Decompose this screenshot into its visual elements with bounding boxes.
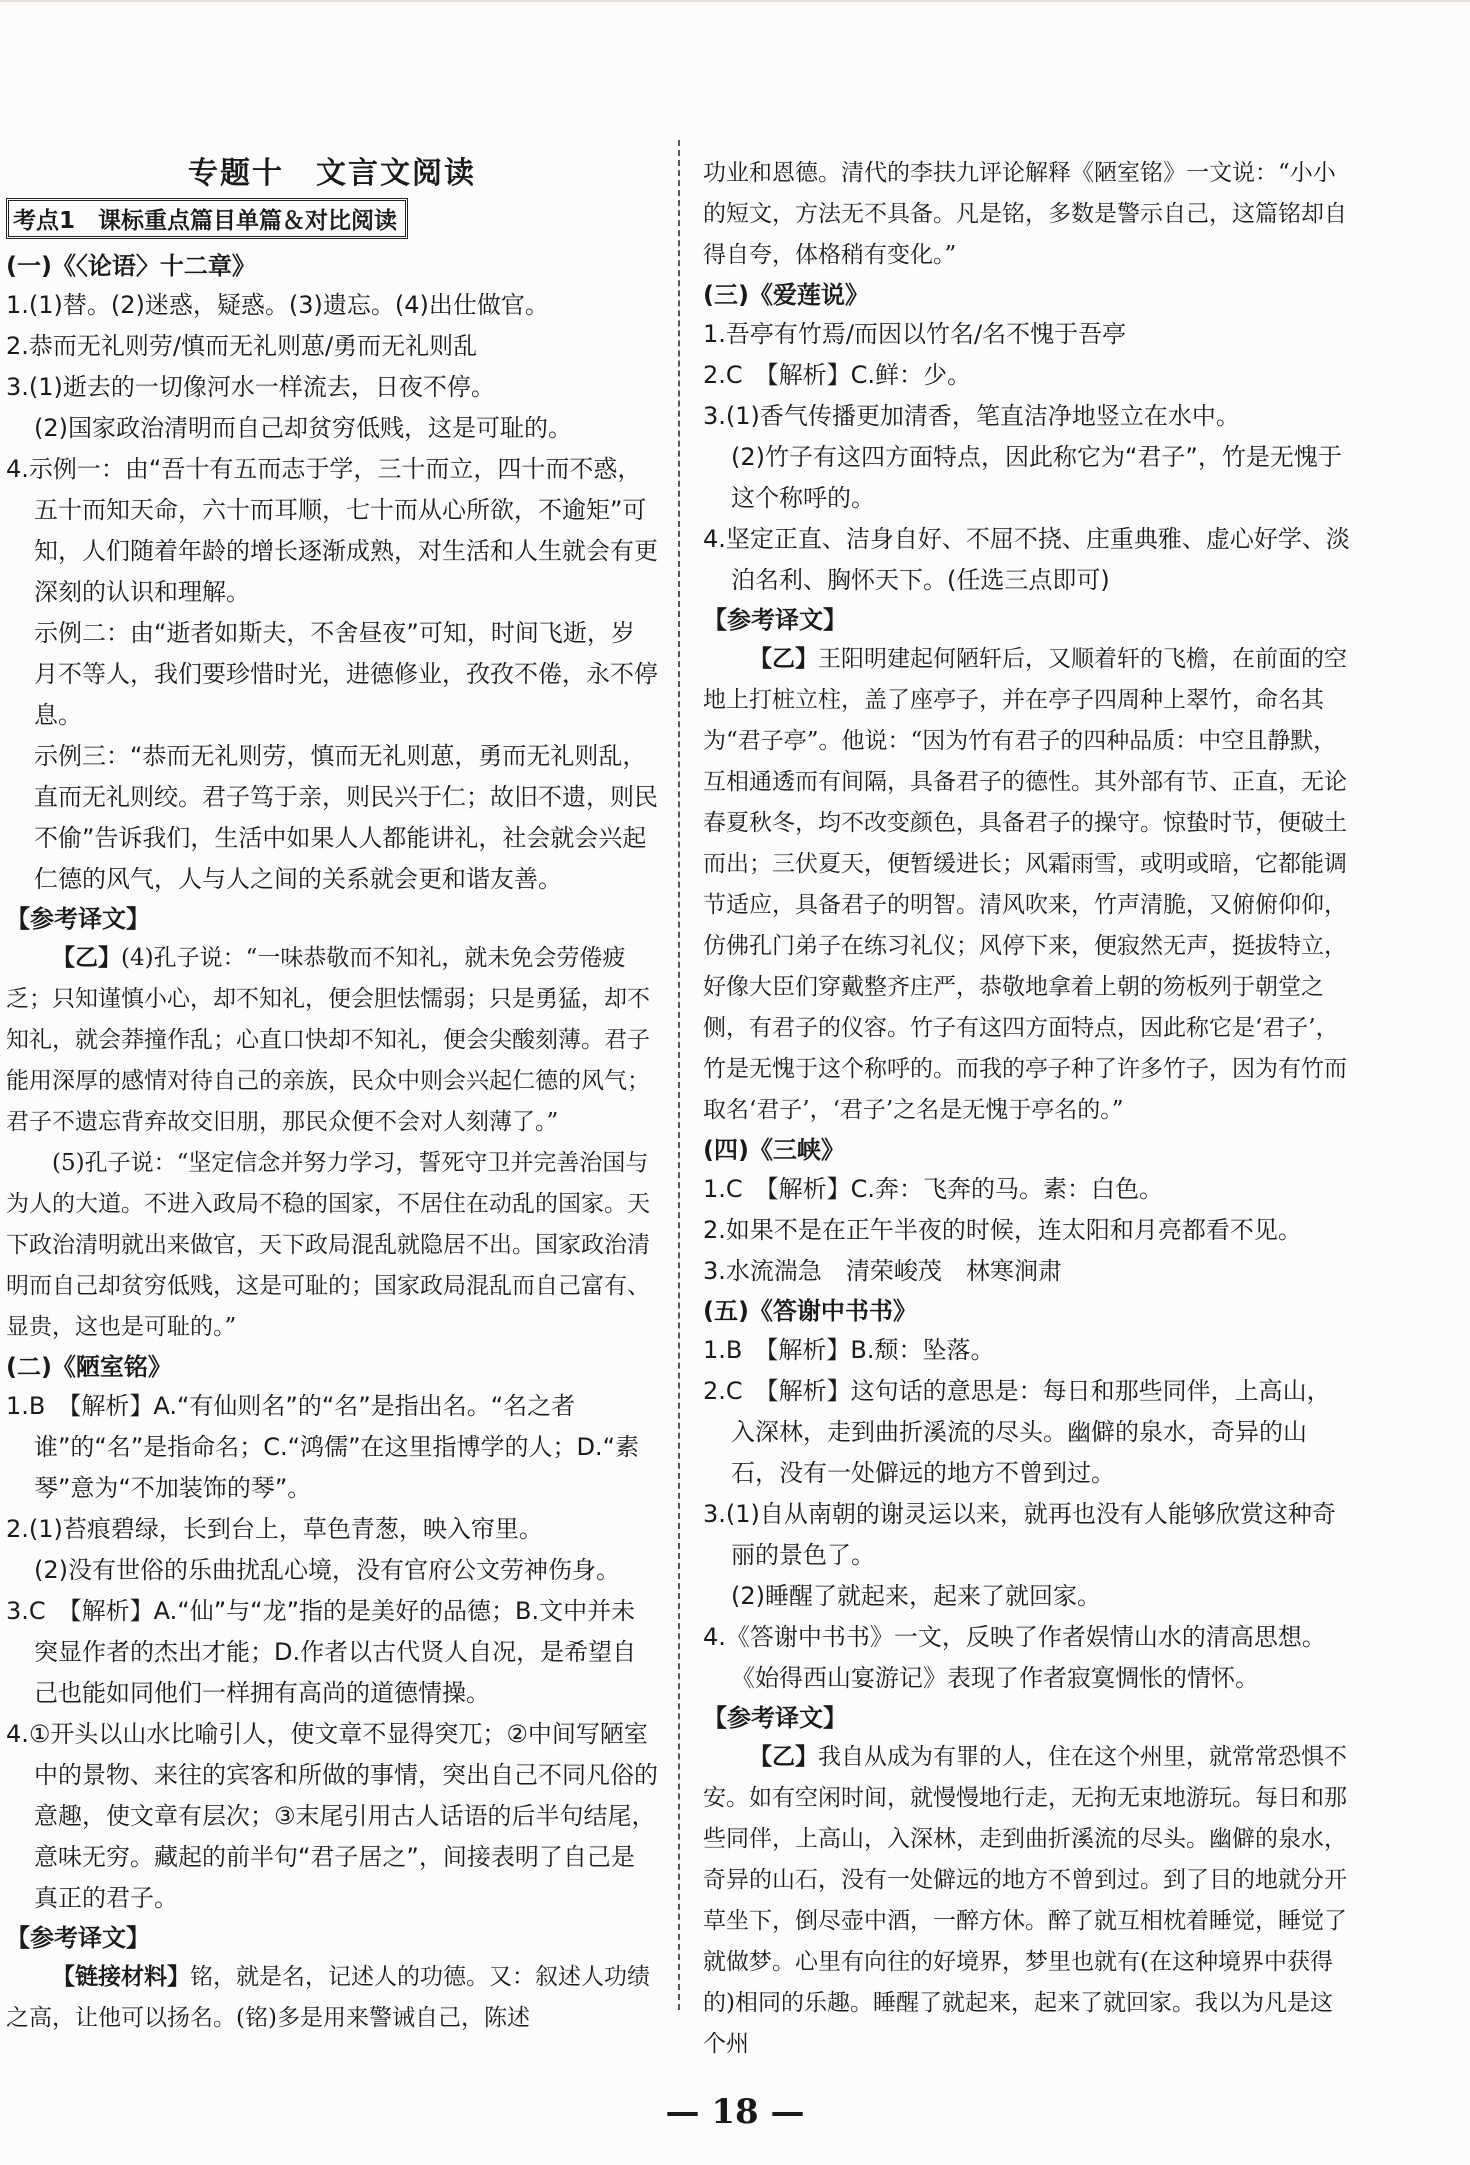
section-heading: (二)《陋室铭》: [6, 1353, 172, 1381]
answer-subitem: (2)睡醒了就起来，起来了就回家。: [731, 1582, 1101, 1610]
scan-edge: [0, 0, 1470, 2]
answer-subitem: (2)竹子有这四方面特点，因此称它为“君子”，竹是无愧于这个称呼的。: [731, 443, 1342, 512]
answer-item: 1.B 【解析】A.“有仙则名”的“名”是指出名。“名之者谁”的“名”是指命名；C.“鸿儒”在这里指博学的人；D.“素琴”意为“不加装饰的琴”。: [6, 1392, 640, 1502]
translation-label: 【乙】: [749, 1744, 818, 1770]
translation-paragraph: [703, 639, 1353, 1131]
translation-label: 【链接材料】: [52, 1964, 190, 1990]
answer-item: 4.《答谢中书书》一文，反映了作者娱情山水的清高思想。《始得西山宴游记》表现了作者寂寞惆怅的情怀。: [703, 1623, 1326, 1692]
answer-subitem: (2)没有世俗的乐曲扰乱心境，没有官府公文劳神伤身。: [34, 1556, 620, 1584]
translation-paragraph: [6, 938, 658, 1143]
translation-paragraph: [6, 1143, 658, 1348]
right-content: [703, 153, 1353, 2065]
answer-item: 2.恭而无礼则劳/慎而无礼则葸/勇而无礼则乱: [6, 332, 478, 360]
translation-paragraph: 功业和恩德。清代的李扶九评论解释《陋室铭》一文说：“小小的短文，方法无不具备。凡是铭，多数是警示自己，这篇铭却自得自夸，体格稍有变化。”: [703, 160, 1347, 268]
answer-item: 4.①开头以山水比喻引人，使文章不显得突兀；②中间写陋室中的景物、来往的宾客和所做的事情，突出自己不同凡俗的意趣，使文章有层次；③末尾引用古人话语的后半句结尾，意味无穷。藏起的前半句“君子居之”，间接表明了自己是真正的君子。: [6, 1720, 658, 1912]
answer-item: 4.坚定正直、洁身自好、不屈不挠、庄重典雅、虚心好学、淡泊名利、胸怀天下。(任选三点即可): [703, 525, 1350, 594]
translation-label: 【乙】: [52, 945, 121, 971]
translation-text: 我自从成为有罪的人，住在这个州里，就常常恐惧不安。如有空闲时间，就慢慢地行走，无拘无束地游玩。每日和那些同伴，上高山，入深林，走到曲折溪流的尽头。幽僻的泉水，奇异的山石，没有一处僻远的地方不曾到过。到了目的地就分开草坐下，倒尽壶中酒，一醉方休。醉了就互相枕着睡觉，睡觉了就做梦。心里有向往的好境界，梦里也就有(在这种境界中获得的)相同的乐趣。睡醒了就起来，起来了就回家。我以为凡是这个州: [703, 1744, 1347, 2057]
answer-item: 3.(1)香气传播更加清香，笔直洁净地竖立在水中。: [703, 402, 1240, 430]
left-column: [6, 148, 658, 2039]
answer-subitem: 示例三：“恭而无礼则劳，慎而无礼则葸，勇而无礼则乱，直而无礼则绞。君子笃于亲，则民兴于仁；故旧不遗，则民不偷”告诉我们，生活中如果人人都能讲礼，社会就会兴起仁德的风气，人与人之间的关系就会更和谐友善。: [34, 742, 658, 893]
translation-text: (4)孔子说：“一味恭敬而不知礼，就未免会劳倦疲乏；只知谨慎小心，却不知礼，便会胆怯懦弱；只是勇猛，却不知礼，就会莽撞作乱；心直口快却不知礼，便会尖酸刻薄。君子能用深厚的感情对待自己的亲族，民众中则会兴起仁德的风气；君子不遗忘背弃故交旧朋，那民众便不会对人刻薄了。”: [6, 945, 650, 1135]
answer-item: 2.(1)苔痕碧绿，长到台上，草色青葱，映入帘里。: [6, 1515, 543, 1543]
topic-header: 考点1 课标重点篇目单篇＆对比阅读: [6, 198, 408, 239]
answer-item: 2.C 【解析】这句话的意思是：每日和那些同伴，上高山，入深林，走到曲折溪流的尽头。幽僻的泉水，奇异的山石，没有一处僻远的地方不曾到过。: [703, 1377, 1331, 1487]
translation-text: 王阳明建起何陋轩后，又顺着轩的飞檐，在前面的空地上打桩立柱，盖了座亭子，并在亭子四周种上翠竹，命名其为“君子亭”。他说：“因为竹有君子的四种品质：中空且静默，互相通透而有间隔，具备君子的德性。其外部有节、正直，无论春夏秋冬，均不改变颜色，具备君子的操守。惊蛰时节，便破土而出；三伏夏天，便暂缓进长；风霜雨雪，或明或暗，它都能调节适应，具备君子的明智。清风吹来，竹声清脆，又俯俯仰仰，仿佛孔门弟子在练习礼仪；风停下来，便寂然无声，挺拔特立，好像大臣们穿戴整齐庄严，恭敬地拿着上朝的笏板列于朝堂之侧，有君子的仪容。竹子有这四方面特点，因此称它是‘君子’，竹是无愧于这个称呼的。而我的亭子种了许多竹子，因为有竹而取名‘君子’，‘君子’之名是无愧于亭名的。”: [703, 646, 1347, 1123]
reference-translation-heading: 【参考译文】: [703, 606, 847, 634]
left-content: [6, 247, 658, 2039]
answer-item: 3.(1)逝去的一切像河水一样流去，日夜不停。: [6, 373, 495, 401]
translation-paragraph: [703, 1737, 1353, 2065]
column-divider: [678, 140, 680, 2010]
translation-text: 铭，就是名，记述人的功德。又：叙述人功绩之高，让他可以扬名。(铭)多是用来警诫自己，陈述: [6, 1964, 650, 2031]
section-heading: (五)《答谢中书书》: [703, 1297, 917, 1325]
answer-item: 4.示例一：由“吾十有五而志于学，三十而立，四十而不惑，五十而知天命，六十而耳顺，七十而从心所欲，不逾矩”可知，人们随着年龄的增长逐渐成熟，对生活和人生就会有更深刻的认识和理解。: [6, 455, 658, 606]
answer-item: 1.C 【解析】C.奔：飞奔的马。素：白色。: [703, 1175, 1164, 1203]
answer-item: 2.C 【解析】C.鲜：少。: [703, 361, 972, 389]
reference-translation-heading: 【参考译文】: [6, 905, 150, 933]
right-column: [703, 153, 1353, 2065]
reference-translation-heading: 【参考译文】: [703, 1704, 847, 1732]
answer-item: 1.吾亭有竹焉/而因以竹名/名不愧于吾亭: [703, 320, 1127, 348]
page-title: 专题十 文言文阅读: [188, 156, 476, 191]
reference-translation-heading: 【参考译文】: [6, 1924, 150, 1952]
answer-item: 3.水流湍急 清荣峻茂 林寒涧肃: [703, 1257, 1062, 1285]
page-number: — 18 —: [665, 2092, 805, 2132]
answer-item: 2.如果不是在正午半夜的时候，连太阳和月亮都看不见。: [703, 1216, 1302, 1244]
answer-item: 3.(1)自从南朝的谢灵运以来，就再也没有人能够欣赏这种奇丽的景色了。: [703, 1500, 1336, 1569]
answer-item: 1.(1)替。(2)迷惑，疑惑。(3)遗忘。(4)出仕做官。: [6, 291, 549, 319]
section-heading: (三)《爱莲说》: [703, 281, 869, 309]
answer-subitem: 示例二：由“逝者如斯夫，不舍昼夜”可知，时间飞逝，岁月不等人，我们要珍惜时光，进德修业，孜孜不倦，永不停息。: [34, 619, 658, 729]
section-heading: (四)《三峡》: [703, 1136, 845, 1164]
answer-item: 1.B 【解析】B.颓：坠落。: [703, 1336, 995, 1364]
answer-subitem: (2)国家政治清明而自己却贫穷低贱，这是可耻的。: [34, 414, 572, 442]
translation-paragraph: [6, 1957, 658, 2039]
section-heading: (一)《〈论语〉十二章》: [6, 252, 256, 280]
translation-label: 【乙】: [749, 646, 818, 672]
answer-item: 3.C 【解析】A.“仙”与“龙”指的是美好的品德；B.文中并未突显作者的杰出才能；D.作者以古代贤人自况，是希望自己也能如同他们一样拥有高尚的道德情操。: [6, 1597, 637, 1707]
translation-text: (5)孔子说：“坚定信念并努力学习，誓死守卫并完善治国与为人的大道。不进入政局不稳的国家，不居住在动乱的国家。天下政治清明就出来做官，天下政局混乱就隐居不出。国家政治清明而自己却贫穷低贱，这是可耻的；国家政局混乱而自己富有、显贵，这也是可耻的。”: [6, 1150, 650, 1340]
